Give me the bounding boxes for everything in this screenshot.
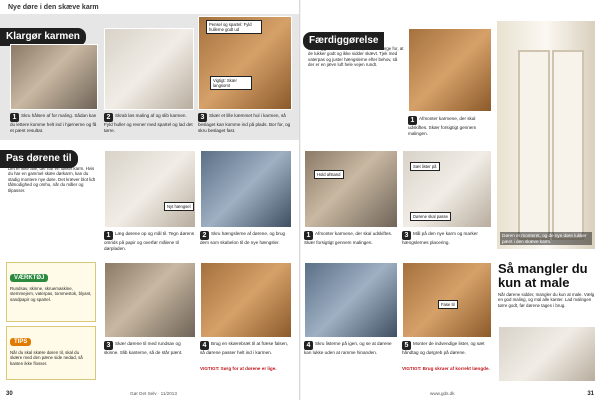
step-number: 4 [200,341,209,350]
step-caption-pas-2: 2 Skru hængslerne af dørene, og brug dem som skabelon til de nye hængsler. [200,231,286,245]
step-caption-pas-3: 3 Skær dørene til med rundsav og skinne. Slib kanterne, så de står pænt. [104,341,183,355]
step-caption-faerdig-4: 4 Skru listerne på igen, og se at dørene kan lukke uden at ramme hinanden. [304,341,392,355]
tag-4: Hold afstand [314,170,344,179]
door-panel-left [518,50,550,240]
tools-box-title: VÆRKTØJ [10,274,48,282]
tips-box [6,326,96,380]
step-caption-faerdig-3: 3 Mål på den nye karm og marker hængslernes placering. [402,231,478,245]
step-number: 1 [104,231,113,240]
tag-1: Pensel og spartel: Fyld hullerne godt ud [206,20,262,34]
folio-left: 30 [6,391,13,397]
door-panel-right [552,50,584,240]
footer-left: Gør Det Selv · 11/2013 [130,391,177,396]
tools-box [6,262,96,322]
step-caption-faerdig-1: 1 Afmonter karmene, der skal udskiftes. Skær forsigtigt gennem malingen. [408,116,477,136]
step-caption-1: 1 Skru hålsen af for maling. Sådan kan du lettere komme helt ind i hjørnerne og få et pænt resultat. [10,113,97,133]
folio-right: 31 [587,391,594,397]
intro-left-text: Det er ikke alle, der har en lukket karm. Hvis du har en gammel skæv dørkarm, kan du stadig montere nye døre. Det kræver blot lidt tålmodighed og omhu, når du måler og tilpasser. [8,166,95,193]
photo-paint [498,326,596,382]
step-caption-3: 3 Skær et lille kæmmet hul i karmen, så beslaget kan komme ind på plads. Bor for, og skru beslaget fast. [198,113,291,133]
tag-5: Sæt lister på [410,162,440,171]
step-number: 2 [200,231,209,240]
photo-faerdig-1 [408,28,492,112]
photo-pas-4 [200,262,292,338]
tips-box-text: Når du skal skære døren til, skal du skære med den pæne side nedad, så kanten ikke flosser. [10,350,83,366]
tag-6: Dørene skal passe [410,212,451,221]
outro-text: Når dørene sidder, mangler du kun at male. Vælg en god maling, og mal alle kanter. Lad malingen tørre godt, før dørene tages i brug. [498,292,595,308]
photo-step2 [104,28,194,110]
photo-faerdig-2 [304,150,398,228]
tag-7: Fase til [438,300,458,309]
step-number: 4 [304,341,313,350]
photo-pas-1 [104,150,196,228]
step-caption-pas-1: 1 Læg dørene op og mål til. Tegn dørens omrids på papir og overfør målene til dørpladen. [104,231,195,251]
door-caption: Døren er monteret, og de nye døre lukker pænt i den skæve karm. [500,232,592,245]
intro-right-text: Når begge døre er monteret, skal du sørge for, at de lukker godt og ikke sidder skævt. Tjek med vaterpas og juster hængslerne efter behov, så der er en jævn luft hele vejen rundt. [308,46,404,68]
step-caption-2: 2 Skrab løs maling af og slib karmen. Fyld huller og revner med spartel og lad det tørre. [104,113,193,133]
step-caption-faerdig-5: 5 Monter de indvendige lister, og sæt håndtag og dørgreb på dørene. [402,341,485,355]
highlight-2: VIGTIGT: Brug skruer af korrekt længde. [402,366,490,371]
step-number: 3 [198,113,207,122]
step-number: 1 [10,113,19,122]
page-gutter [299,0,301,400]
step-caption-pas-4: 4 Brug en skærebræt til at fræse falsen, så dørene passer helt ind i karmen. [200,341,289,355]
photo-faerdig-4 [304,262,398,338]
page-title: Nye døre i den skæve karm [8,4,99,11]
tag-3: Nyt hængsel [164,202,194,211]
step-number: 3 [104,341,113,350]
step-number: 2 [104,113,113,122]
tools-box-text: Rundsav, skinne, skruemaskine, stemmejern, vaterpas, tommestok, blyant, sandpapir og spartel. [10,286,92,302]
step-number: 1 [304,231,313,240]
step-number: 1 [408,116,417,125]
section-title-pas: Pas dørene til [0,150,78,168]
tag-2: Vigtigt: Skær langsomt [210,76,252,90]
step-number: 3 [402,231,411,240]
photo-pas-3 [104,262,196,338]
highlight-1: VIGTIGT: Sørg for at dørene er lige. [200,366,277,371]
tips-box-title: TIPS [10,338,31,346]
step-number: 5 [402,341,411,350]
photo-pas-2 [200,150,292,228]
section-title-manglar: Så mangler du kun at male [498,261,588,290]
footer-mid: www.gds.dk [430,391,455,396]
step-caption-faerdig-2: 1 Afmonter karmene, der skal udskiftes. Skær forsigtigt gennem malingen. [304,231,393,245]
section-title-faerdig: Færdiggørelse [303,32,384,50]
photo-step1 [10,44,98,110]
section-title-klargor: Klargør karmen [0,28,86,46]
